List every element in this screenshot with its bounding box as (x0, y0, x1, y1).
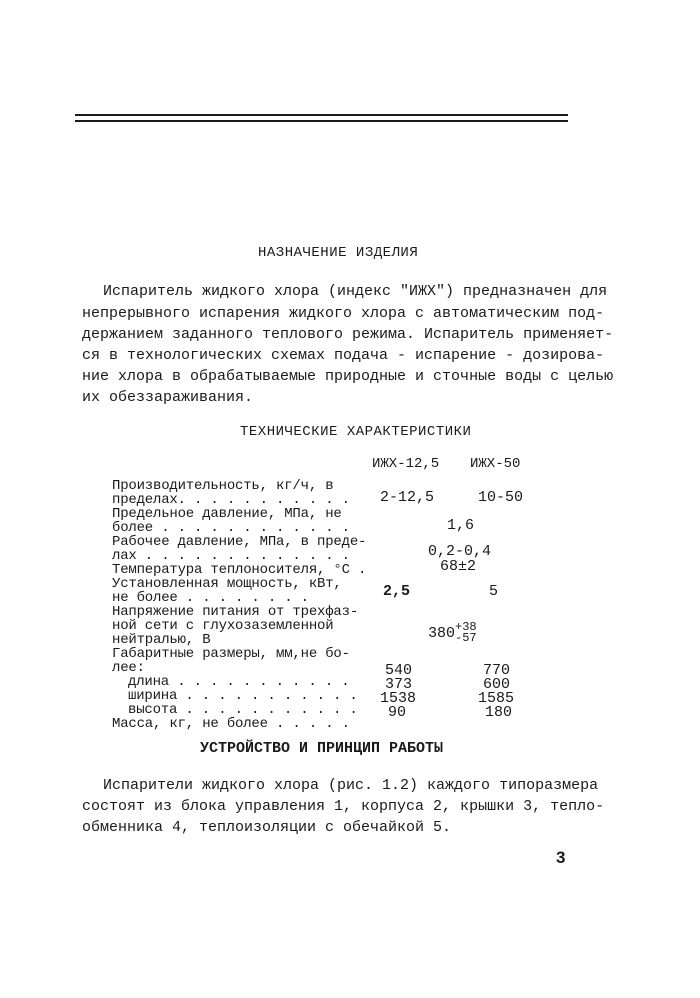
section-title-specs: ТЕХНИЧЕСКИЕ ХАРАКТЕРИСТИКИ (240, 424, 472, 440)
purpose-line-2: непрерывного испарения жидкого хлора с автоматическим под- (82, 305, 605, 322)
spec-productivity-line-1: Производительность, кг/ч, в (112, 478, 334, 494)
section-title-purpose: НАЗНАЧЕНИЕ ИЗДЕЛИЯ (258, 245, 419, 261)
value-voltage-minus: -57 (455, 631, 477, 645)
header-rule-top (75, 114, 568, 116)
column-header-izhx-50: ИЖХ-50 (470, 456, 521, 472)
spec-dimensions-line-2: лее: (112, 660, 145, 676)
value-voltage-plus: +38 (455, 620, 477, 634)
spec-power-line-1: Установленная мощность, кВт, (112, 576, 342, 592)
device-line-2: состоят из блока управления 1, корпуса 2, крышки 3, тепло- (82, 798, 605, 815)
spec-max-pressure-line-1: Предельное давление, МПа, не (112, 506, 342, 522)
value-voltage-base: 380 (428, 624, 456, 642)
spec-voltage-line-2: ной сети с глухозаземленной (112, 618, 334, 634)
value-power-50: 5 (489, 583, 499, 600)
section-title-device: УСТРОЙСТВО И ПРИНЦИП РАБОТЫ (200, 740, 444, 757)
spec-length: длина . . . . . . . . . . . (128, 674, 350, 690)
value-length-12-5: 540 (385, 662, 413, 679)
spec-height: высота . . . . . . . . . . . (128, 702, 358, 718)
value-voltage (428, 622, 477, 644)
spec-voltage-line-1: Напряжение питания от трехфаз- (112, 604, 359, 620)
value-productivity-50: 10-50 (478, 489, 524, 506)
purpose-line-4: ся в технологических схемах подача - испарение - дозирова- (82, 347, 605, 364)
value-mass-12-5: 90 (388, 704, 407, 721)
value-length-50: 770 (483, 662, 511, 679)
spec-max-pressure-line-2: более . . . . . . . . . . . . (112, 520, 350, 536)
value-height-50: 1585 (478, 690, 515, 707)
column-header-izhx-12-5: ИЖХ-12,5 (372, 456, 440, 472)
spec-temperature: Температура теплоносителя, °С . (112, 562, 367, 578)
value-max-pressure: 1,6 (447, 517, 475, 534)
spec-working-pressure-line-2: лах . . . . . . . . . . . . . (112, 548, 350, 564)
spec-productivity-line-2: пределах. . . . . . . . . . . (112, 492, 350, 508)
spec-power-line-2: не более . . . . . . . . (112, 590, 309, 606)
header-rule-bottom (75, 120, 568, 122)
spec-width: ширина . . . . . . . . . . . (128, 688, 358, 704)
spec-working-pressure-line-1: Рабочее давление, МПа, в преде- (112, 534, 367, 550)
value-temperature: 68±2 (440, 558, 477, 575)
device-line-1: Испарители жидкого хлора (рис. 1.2) каждого типоразмера (103, 777, 599, 794)
spec-mass: Масса, кг, не более . . . . . (112, 716, 350, 732)
value-height-12-5: 1538 (380, 690, 417, 707)
value-width-12-5: 373 (385, 676, 413, 693)
spec-voltage-line-3: нейтралью, В (112, 632, 211, 648)
purpose-line-3: держанием заданного теплового режима. Испаритель применяет- (82, 326, 614, 343)
spec-dimensions-line-1: Габаритные размеры, мм,не бо- (112, 646, 350, 662)
purpose-line-5: ние хлора в обрабатываемые природные и сточные воды с целью (82, 368, 614, 385)
purpose-line-1: Испаритель жидкого хлора (индекс "ИЖХ") предназначен для (103, 283, 608, 300)
value-working-pressure: 0,2-0,4 (428, 543, 492, 560)
value-width-50: 600 (483, 676, 511, 693)
value-productivity-12-5: 2-12,5 (380, 489, 435, 506)
purpose-line-6: их обеззараживания. (82, 389, 254, 406)
value-mass-50: 180 (485, 704, 513, 721)
device-line-3: обменника 4, теплоизоляции с обечайкой 5. (82, 819, 452, 836)
value-power-12-5: 2,5 (383, 583, 411, 600)
page-number: 3 (556, 848, 566, 867)
